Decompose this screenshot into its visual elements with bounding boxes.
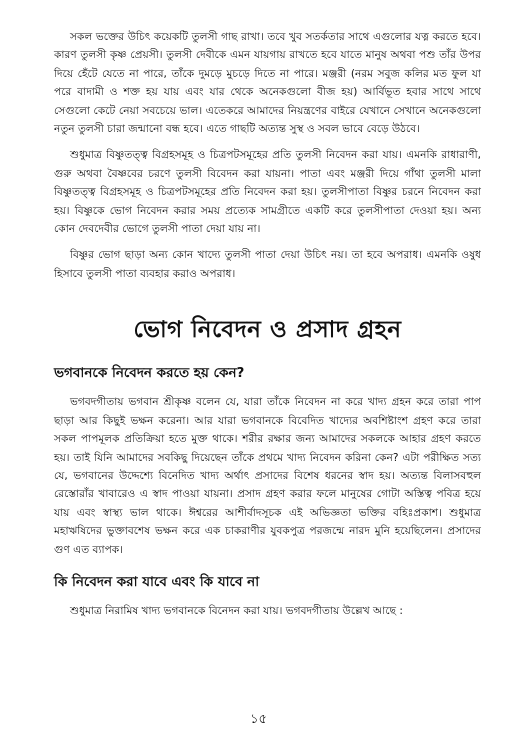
paragraph-tulsi-care: সকল ভক্তের উচিৎ কয়েকটি তুলসী গাছ রাখা। তবে খুব সতর্কতার সাথে এগুলোর যত্ন করতে হবে। কারণ তুলসী কৃষ্ণ প্রেয়সী। তুলসী দেবীকে এমন যায়গায় রাখতে হবে যাতে মানুষ অথবা পশু তাঁর উপর দিয়ে হেঁটে যেতে না পারে, তাঁকে দুমড়ে মুচড়ে দিতে না পারে। মঞ্জরী (নরম সবুজ কলির মত ফুল যা পরে বাদামী ও শক্ত হয় যায় এবং যার থেকে অনেকগুলো বীজ হয়) আর্বিভূত হবার সাথে সাথে সেগুলো কেটে নেয়া সবচেয়ে ভাল। এতেকরে আমাদের নিয়ন্ত্রণের বাইরে যেখানে সেখানে অনেকগুলো নতুন তুলসী চারা জন্মানো বন্ধ হবে। এতে গাছটি অত্যন্ত সুস্থ ও সবল ভাবে বেড়ে উঠবে। [54, 31, 481, 136]
page-number: ১৫ [250, 712, 267, 727]
paragraph-tulsi-offering: শুধুমাত্র বিষ্ণুতত্ত্ব বিগ্রহসমূহ ও চিত্রপটসমূহের প্রতি তুলসী নিবেদন করা যায়। এমনকি রাধারাণী, গুরু অথবা বৈষ্ণবের চরণে তুলসী বিবেদন করা যায়না। পাতা এবং মঞ্জরী দিয়ে গাঁথা তুলসী মালা বিষ্ণুতত্ত্ব বিগ্রহসমূহ ও চিত্রপটসমূহের প্রতি নিবেদন করা হয়। তুলসীপাতা বিষ্ণুর চরনে নিবেদন করা হয়। বিষ্ণুকে ভোগ নিবেদন করার সময় প্রত্যেক সামগ্রীতে একটি করে তুলসীপাতা দেওয়া হয়। অন্য কোন দেবদেবীর ভোগে তুলসী পাতা দেয়া যায় না। [54, 149, 481, 236]
section-heading-what-to-offer: কি নিবেদন করা যাবে এবং কি যাবে না [54, 573, 260, 590]
paragraph-what-to-offer: শুধুমাত্র নিরামিষ খাদ্য ভগবানকে বিনেদন করা যায়। ভগবদগীতায় উল্লেখ আছে : [70, 604, 403, 617]
chapter-title: ভোগ নিবেদন ও প্রসাদ গ্রহন [133, 316, 402, 344]
section-heading-why-offer: ভগবানকে নিবেদন করতে হয় কেন? [54, 365, 245, 382]
paragraph-why-offer: ভগবদগীতায় ভগবান শ্রীকৃষ্ণ বলেন যে, যারা তাঁকে নিবেদন না করে খাদ্য গ্রহন করে তারা পাপ ছাড়া আর কিছুই ভক্ষন করেনা। আর যারা ভগবানকে বিবেদিত খাদ্যের অবশিষ্টাংশ গ্রহণ করে তারা সকল পাপমূলক প্রতিক্রিয়া হতে মুক্ত থাকে। শরীর রক্ষার জন্য আমাদের সকলকে আহার গ্রহণ করতে হয়। তাই যিনি আমাদের সবকিছু দিয়েছেন তাঁকে প্রথমে খাদ্য নিবেদন করিনা কেন? এটা পরীক্ষিত সত্য যে, ভগবানের উদ্দেশ্যে বিনেদিত খাদ্য অর্থাৎ প্রসাদের বিশেষ ধরনের স্বাদ হয়। অত্যন্ত বিলাসবহুল রেস্তোরাঁর খাবারেও এ স্বাদ পাওয়া যায়না। প্রসাদ গ্রহণ করার ফলে মানুষের গোটা অস্তিত্ব পবিত্র হয়ে যায় এবং স্বাস্থ্য ভাল থাকে। ঈশ্বরের আশীর্বাদসূচক এই অভিজ্ঞতা ভক্তির বহিঃপ্রকাশ। শুধুমাত্র মহাঋষিদের ভুক্তাবশেষ ভক্ষন করে এক চাকরাণীর যুবকপুত্র পরজন্মে নারদ মুনি হয়েছিলেন। প্রসাদের গুণ এত ব্যাপক। [54, 396, 481, 556]
paragraph-tulsi-offense: বিষ্ণুর ভোগ ছাড়া অন্য কোন খাদ্যে তুলসী পাতা দেয়া উচিৎ নয়। তা হবে অপরাধ। এমনকি ওষুধ হিসাবে তুলসী পাতা ব্যবহার করাও অপরাধ। [54, 249, 481, 280]
